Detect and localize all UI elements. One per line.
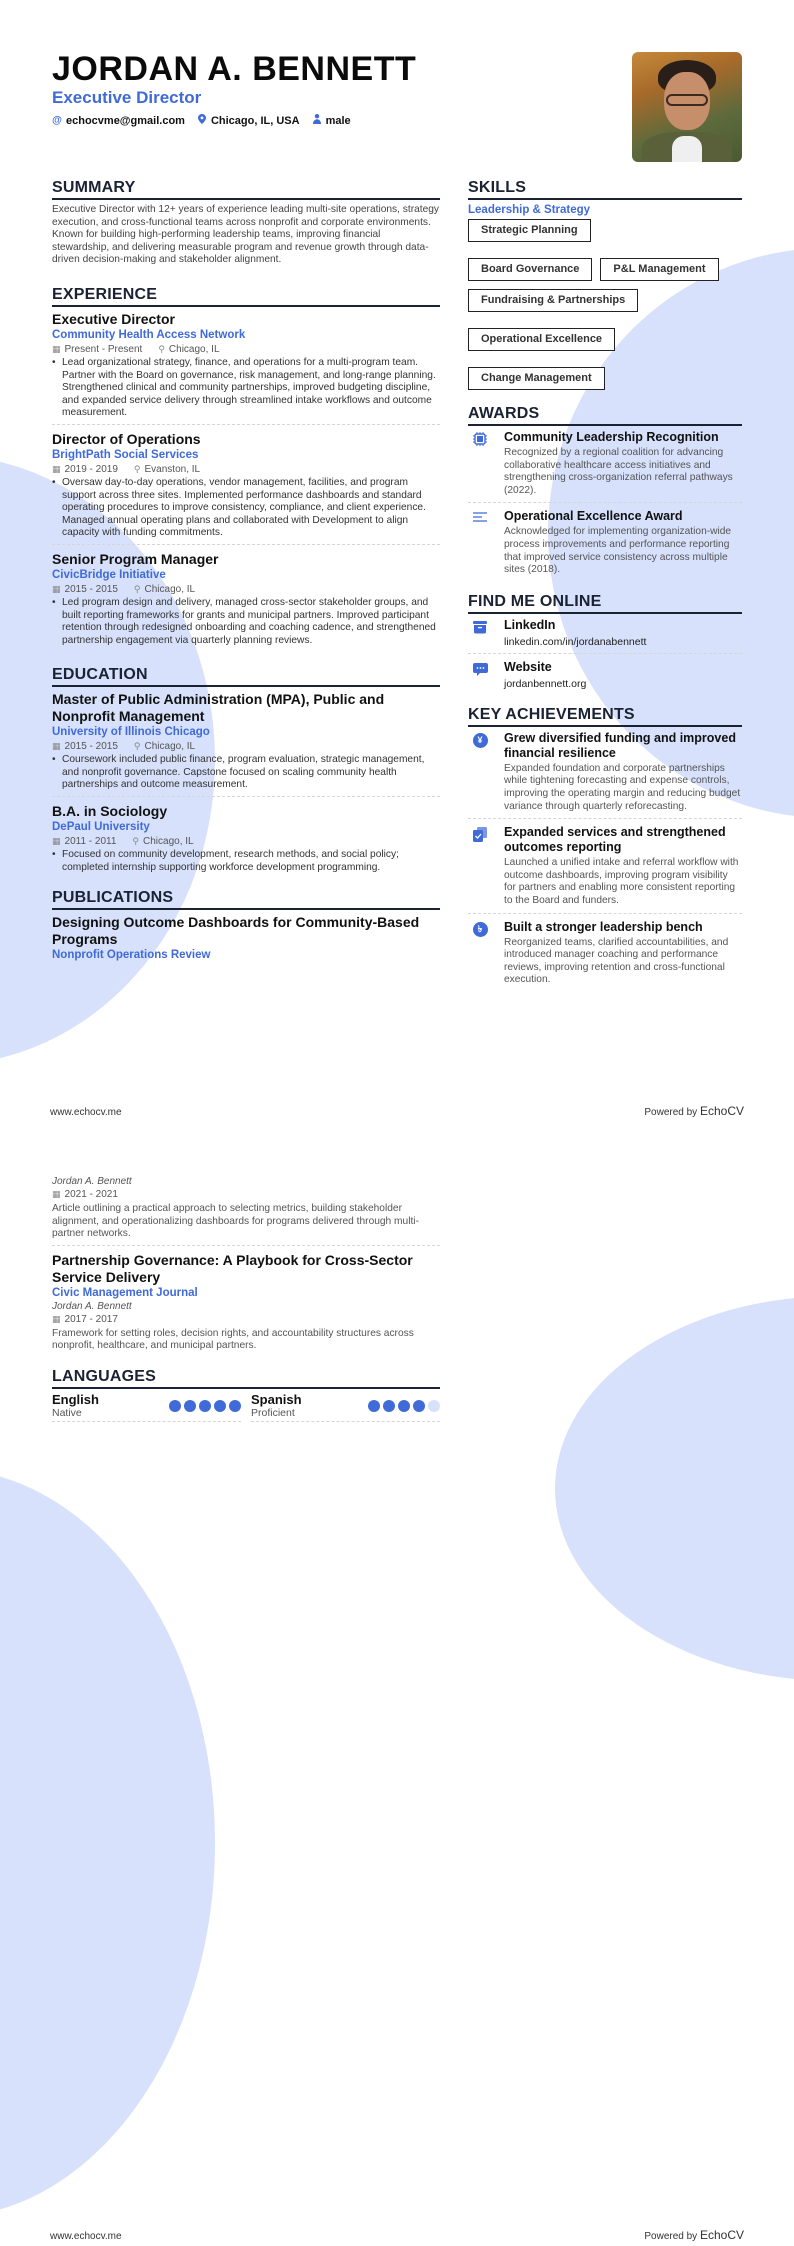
job-location: Chicago, IL [144, 583, 196, 595]
contact-gender [312, 114, 351, 127]
skill-chip: Strategic Planning [468, 219, 591, 242]
language-list [52, 1393, 440, 1422]
publication-desc: Framework for setting roles, decision rights, and accountability structures across nonprofit, healthcare, and municipal partners. [52, 1327, 414, 1352]
archive-box-icon [468, 618, 492, 648]
footer-site-link[interactable]: www.echocv.me [50, 1107, 122, 1118]
language-item [52, 1393, 241, 1422]
publication-entry [52, 1252, 440, 1357]
section-title-awards: AWARDS [468, 404, 742, 426]
degree-title: Master of Public Administration (MPA), Public and Nonprofit Management [52, 691, 385, 725]
location-pin-icon [197, 114, 207, 127]
award-item [468, 509, 742, 581]
achievement-desc: Expanded foundation and corporate partnerships while tightening forecasting and expense controls, improving the operating margin and reducing budget variance through quarterly reforecasting. [504, 762, 741, 812]
contact-gender-text: male [325, 114, 351, 127]
section-title-publications: PUBLICATIONS [52, 888, 440, 910]
section-title-achievements: KEY ACHIEVEMENTS [468, 705, 742, 727]
summary-text: Executive Director with 12+ years of experience leading multi-site operations, strategy execution, and cross-functional teams across nonprofit and corporate environments. Known for building high-performing leadership teams, improving financial stewardship, and delivering measurable program and revenue growth through data-driven decision-making and stakeholder alignment. [52, 204, 440, 266]
job-bullet: • Lead organizational strategy, finance, and operations for a multi-program team. Partner with the Board on governance, risk management, and long-range planning. Strengthened clinical and community partnerships, improved budgeting discipline, and expanded service delivery through streamlined intake workflows and outcome measurement. [52, 357, 440, 420]
taka-coin-icon: ৳ [473, 922, 488, 937]
at-icon: @ [52, 115, 62, 126]
location-pin-icon: ⚲ [133, 583, 141, 594]
job-dates: 2015 - 2015 [64, 583, 118, 595]
yen-coin-icon: ¥ [473, 733, 488, 748]
contact-list [52, 114, 742, 127]
publication-entry-start [52, 914, 440, 963]
experience-entry [52, 551, 440, 651]
online-title: Website [504, 659, 552, 674]
education-bullet: • Focused on community development, research methods, and social policy; completed internship supporting workforce development programming. [52, 849, 440, 874]
achievement-title: Expanded services and strengthened outcomes reporting [504, 825, 726, 855]
school-name: University of Illinois Chicago [52, 726, 210, 739]
candidate-name: JORDAN A. BENNETT [52, 50, 417, 88]
page-footer [50, 2228, 744, 2242]
footer-brand[interactable]: EchoCV [699, 1104, 744, 1118]
publication-desc: Article outlining a practical approach to selecting metrics, building stakeholder alignment, and operationalizing dashboards for programs delivered through multi-partner networks. [52, 1203, 419, 1240]
experience-entry [52, 311, 440, 425]
chip-icon [468, 430, 492, 497]
language-item [251, 1393, 440, 1422]
location-pin-icon: ⚲ [133, 741, 141, 752]
online-title: LinkedIn [504, 617, 556, 632]
location-pin-icon: ⚲ [132, 836, 140, 847]
section-title-experience: EXPERIENCE [52, 285, 440, 307]
achievement-item [468, 825, 742, 913]
calendar-icon: ▦ [52, 1189, 61, 1199]
language-name: Spanish [251, 1391, 302, 1407]
page-footer [50, 1104, 744, 1118]
education-dates: 2011 - 2011 [64, 836, 117, 848]
publication-author: Jordan A. Bennett [52, 1176, 132, 1187]
skill-chip: Operational Excellence [468, 328, 615, 351]
online-item[interactable] [468, 660, 742, 695]
language-name: English [52, 1391, 99, 1407]
section-title-languages: LANGUAGES [52, 1367, 440, 1389]
school-name: DePaul University [52, 821, 150, 834]
publication-venue: Civic Management Journal [52, 1286, 198, 1299]
experience-entry [52, 431, 440, 545]
language-level: Native [52, 1406, 82, 1419]
calendar-icon: ▦ [52, 463, 61, 474]
section-title-skills: SKILLS [468, 178, 742, 200]
skill-chip: P&L Management [600, 258, 718, 281]
publication-title: Designing Outcome Dashboards for Community-Based Programs [52, 914, 420, 948]
location-pin-icon: ⚲ [133, 463, 141, 474]
achievement-title: Built a stronger leadership bench [504, 919, 703, 934]
job-bullet: • Oversaw day-to-day operations, vendor management, facilities, and program support across three sites. Implemented performance dashboards and standard operating procedures to improve consistency, compliance, and client experience. Managed annual operating plans and collaborated with Development to align capacity with funding commitments. [52, 477, 440, 540]
contact-email-text: echocvme@gmail.com [66, 114, 185, 127]
award-item [468, 430, 742, 503]
section-title-online: FIND ME ONLINE [468, 592, 742, 614]
degree-title: B.A. in Sociology [52, 803, 168, 820]
job-location: Chicago, IL [168, 343, 220, 355]
achievement-desc: Launched a unified intake and referral workflow with outcome dashboards, improving program visibility for partners and enabling more consistent reporting to the Board and funders. [504, 857, 739, 906]
left-column [52, 1176, 440, 1422]
footer-powered-by: Powered by EchoCV [644, 1104, 744, 1118]
location-pin-icon: ⚲ [158, 343, 165, 354]
decor-circle [555, 1296, 794, 1681]
footer-powered-by: Powered by EchoCV [644, 2228, 744, 2242]
education-dates: 2015 - 2015 [64, 741, 118, 753]
calendar-icon: ▦ [52, 343, 61, 354]
footer-site-link[interactable]: www.echocv.me [50, 2231, 122, 2242]
job-location: Evanston, IL [144, 463, 201, 475]
skill-chip: Change Management [468, 367, 605, 390]
online-link[interactable]: jordanbennett.org [504, 677, 587, 690]
resume-header [52, 50, 742, 127]
education-entry [52, 691, 440, 797]
copy-check-icon [468, 825, 492, 907]
contact-location-text: Chicago, IL, USA [210, 114, 300, 127]
education-bullet: • Coursework included public finance, program evaluation, strategic management, and nonprofit governance. Capstone focused on scaling community health partnerships and outcome measurement. [52, 754, 440, 792]
person-icon [312, 114, 322, 127]
company-name: Community Health Access Network [52, 328, 246, 341]
contact-email[interactable] [52, 115, 185, 127]
education-location: Chicago, IL [143, 836, 194, 848]
online-item[interactable] [468, 618, 742, 654]
right-column [468, 178, 742, 998]
publication-dates: 2021 - 2021 [64, 1189, 118, 1200]
publication-title: Partnership Governance: A Playbook for Cross-Sector Service Delivery [52, 1251, 413, 1285]
chat-bubble-icon [468, 660, 492, 690]
skill-group-title: Leadership & Strategy [468, 204, 591, 216]
achievement-item [468, 920, 742, 992]
education-entry [52, 803, 440, 878]
calendar-icon: ▦ [52, 1313, 61, 1324]
job-dates: Present - Present [64, 343, 143, 355]
achievement-desc: Reorganized teams, clarified accountabilities, and introduced manager coaching and performance reviews, improving retention and cross-functional execution. [504, 936, 729, 986]
skill-chip: Board Governance [468, 258, 592, 281]
candidate-role: Executive Director [52, 88, 202, 107]
achievement-item [468, 731, 742, 819]
online-link[interactable]: linkedin.com/in/jordanabennett [504, 635, 647, 648]
contact-location [197, 114, 300, 127]
calendar-icon: ▦ [52, 583, 61, 594]
proficiency-dots [368, 1400, 440, 1412]
education-location: Chicago, IL [144, 741, 196, 753]
achievement-title: Grew diversified funding and improved financial resilience [504, 730, 736, 760]
job-title: Executive Director [52, 310, 175, 327]
award-desc: Acknowledged for implementing organization-wide process improvements and performance reporting that improved service consistency across multiple sites (2018). [504, 526, 732, 576]
award-title: Community Leadership Recognition [504, 430, 719, 444]
proficiency-dots [169, 1400, 241, 1412]
award-title: Operational Excellence Award [504, 509, 683, 524]
publication-author: Jordan A. Bennett [52, 1300, 132, 1312]
skill-chip: Fundraising & Partnerships [468, 289, 638, 312]
calendar-icon: ▦ [52, 741, 61, 752]
publication-venue: Nonprofit Operations Review [52, 949, 211, 962]
language-level: Proficient [251, 1406, 295, 1419]
job-bullet: • Led program design and delivery, managed cross-sector stakeholder groups, and built reporting frameworks for grants and municipal partners. Improved participant retention through redesigned onboarding and coaching cadence, and strengthened partnership engagement via quarterly planning reviews. [52, 597, 440, 647]
section-title-summary: SUMMARY [52, 178, 440, 200]
footer-brand[interactable]: EchoCV [699, 2228, 744, 2242]
job-dates: 2019 - 2019 [64, 463, 118, 475]
lines-icon [468, 509, 492, 576]
skill-chips [468, 219, 742, 390]
publication-entry-continued [52, 1176, 440, 1246]
award-desc: Recognized by a regional coalition for advancing collaborative healthcare access initiatives and strengthening cross-organization referral pathways (2022). [504, 447, 733, 496]
company-name: CivicBridge Initiative [52, 568, 166, 581]
job-title: Senior Program Manager [52, 550, 219, 567]
job-title: Director of Operations [52, 430, 201, 447]
section-title-education: EDUCATION [52, 665, 440, 687]
resume-page-2 [0, 1123, 794, 2246]
publication-dates: 2017 - 2017 [64, 1313, 118, 1325]
calendar-icon: ▦ [52, 836, 61, 847]
company-name: BrightPath Social Services [52, 448, 199, 461]
decor-circle [0, 1468, 215, 2218]
left-column [52, 178, 440, 963]
